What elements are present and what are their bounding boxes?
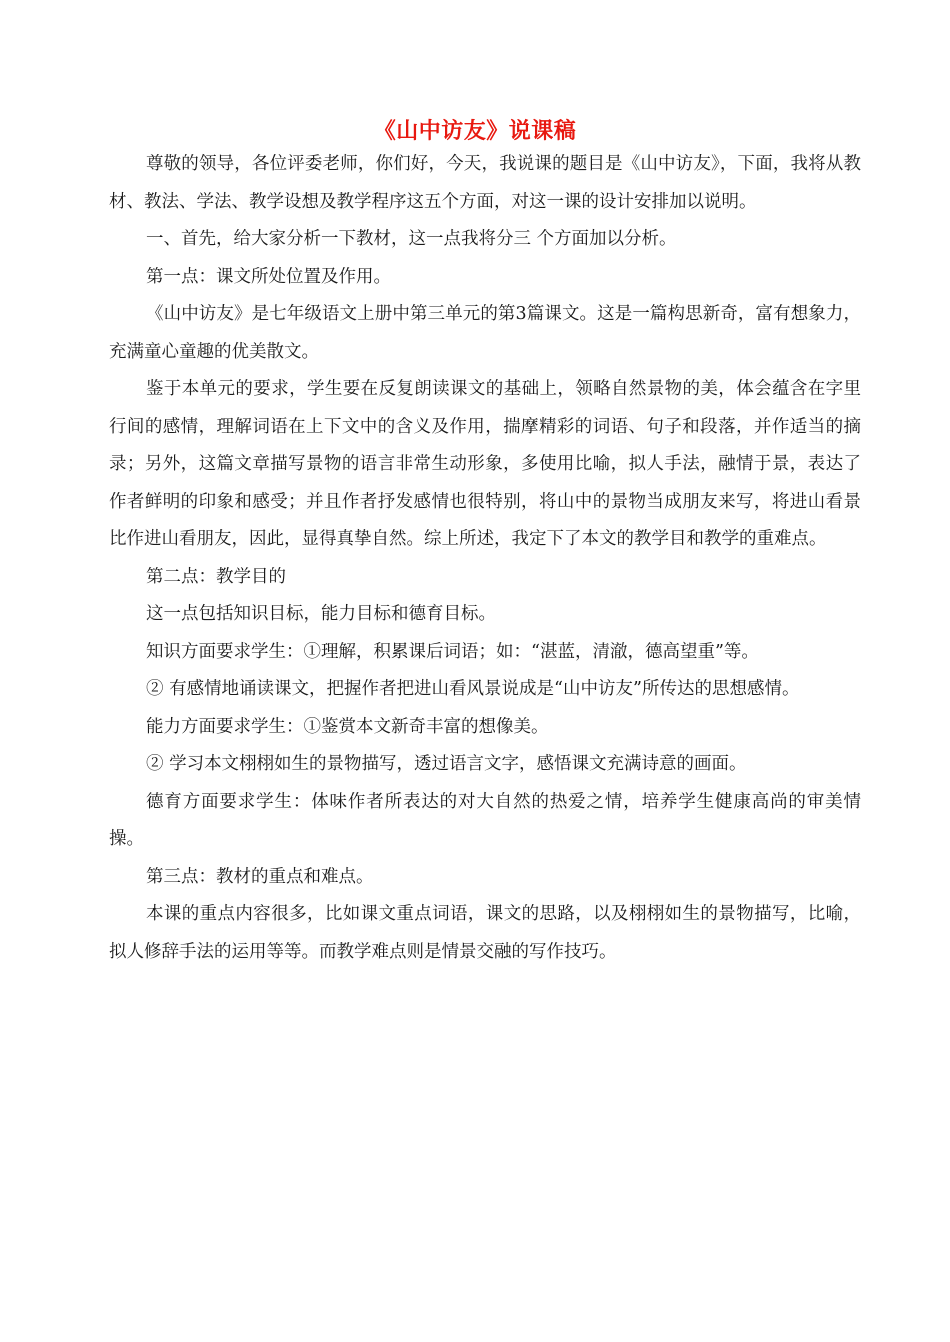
paragraph-knowledge-goal-1: 知识方面要求学生：①理解，积累课后词语；如：“湛蓝，清澈，德高望重”等。	[146, 641, 759, 662]
paragraph-ability-goal-1: 能力方面要求学生：①鉴赏本文新奇丰富的想像美。	[146, 716, 549, 737]
document-title: 《山中访友》说课稿	[373, 118, 577, 144]
paragraph-point-1-heading: 第一点：课文所处位置及作用。	[146, 266, 391, 287]
paragraph-moral-goal: 德育方面要求学生：体味作者所表达的对大自然的热爱之情，培养学生健康高尚的审美情操。	[109, 791, 861, 849]
paragraph-objectives-intro: 这一点包括知识目标，能力目标和德育目标。	[146, 604, 496, 624]
paragraph-text-overview: 《山中访友》是七年级语文上册中第三单元的第3篇课文。这是一篇构思新奇，富有想象力，充满童心童趣的优美散文。	[109, 304, 861, 362]
paragraph-key-difficult-points: 本课的重点内容很多，比如课文重点词语，课文的思路，以及栩栩如生的景物描写，比喻，拟人修辞手法的运用等等。而教学难点则是情景交融的写作技巧。	[109, 904, 861, 962]
paragraph-point-3-heading: 第三点：教材的重点和难点。	[146, 866, 374, 887]
paragraph-point-2-heading: 第二点：教学目的	[146, 566, 286, 587]
paragraph-greeting: 尊敬的领导，各位评委老师，你们好，今天，我说课的题目是《山中访友》，下面，我将从教材、教法、学法、教学设想及教学程序这五个方面，对这一课的设计安排加以说明。	[109, 154, 861, 212]
paragraph-knowledge-goal-2: ② 有感情地诵读课文，把握作者把进山看风景说成是“山中访友”所传达的思想感情。	[146, 679, 800, 699]
paragraph-unit-requirements: 鉴于本单元的要求，学生要在反复朗读课文的基础上，领略自然景物的美，体会蕴含在字里行间的感情，理解词语在上下文中的含义及作用，揣摩精彩的词语、句子和段落，并作适当的摘录；另外，这篇文章描写景物的语言非常生动形象，多使用比喻，拟人手法，融情于景，表达了作者鲜明的印象和感受；并且作者抒发感情也很特别，将山中的景物当成朋友来写，将进山看景比作进山看朋友，因此，显得真挚自然。综上所述，我定下了本文的教学目和教学的重难点。	[109, 379, 861, 549]
document-body	[109, 146, 861, 971]
paragraph-section-1-intro: 一、首先，给大家分析一下教材，这一点我将分三 个方面加以分析。	[146, 229, 677, 249]
paragraph-ability-goal-2: ② 学习本文栩栩如生的景物描写，透过语言文字，感悟课文充满诗意的画面。	[146, 754, 747, 774]
